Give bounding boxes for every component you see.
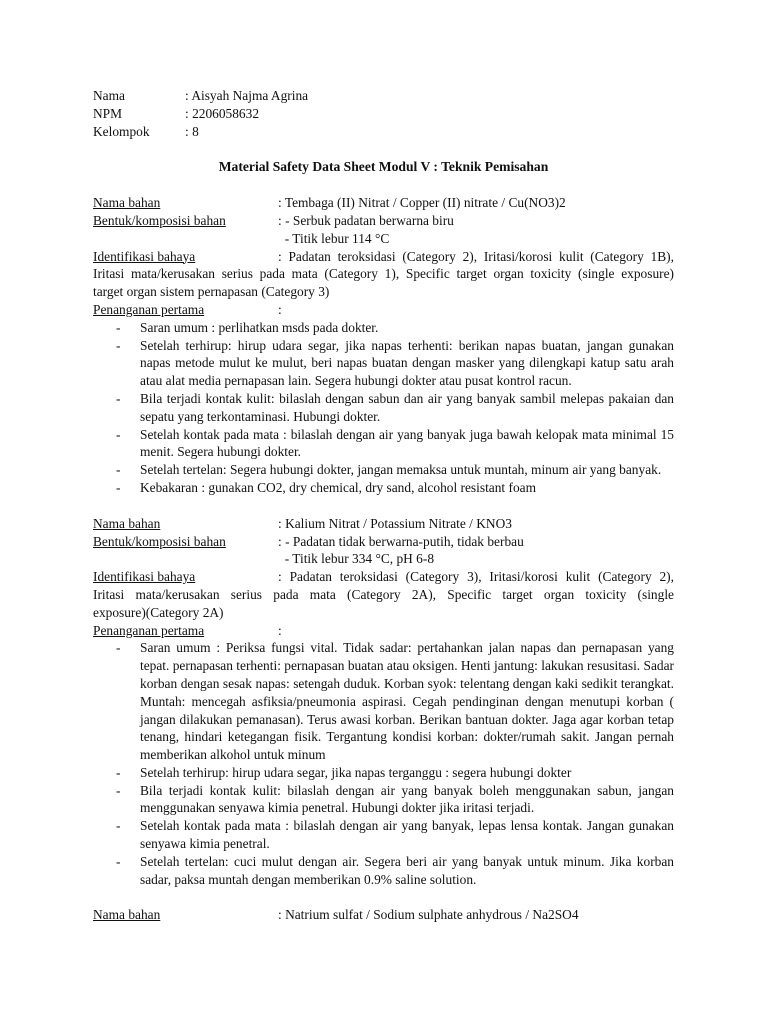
bentuk-label: Bentuk/komposisi bahan	[93, 533, 226, 549]
list-item-text: Bila terjadi kontak kulit: bilaslah dengan sabun dan air yang banyak sambil melepas pakaian dan sepatu yang terkontaminasi. Hubungi dokter.	[140, 390, 674, 424]
list-item	[93, 764, 674, 782]
nama-bahan-value: : Kalium Nitrat / Potassium Nitrate / KNO3	[278, 515, 512, 531]
document-content	[93, 87, 674, 942]
nama-bahan-row	[93, 194, 674, 212]
list-item	[93, 782, 674, 818]
student-info	[93, 87, 674, 140]
info-row-kelompok	[93, 123, 674, 141]
list-item	[93, 426, 674, 462]
material-section-2	[93, 515, 674, 889]
first-aid-list	[93, 639, 674, 888]
list-item-text: Setelah terhirup: hirup udara segar, jika napas terganggu : segera hubungi dokter	[140, 764, 572, 780]
bullet-dash: -	[116, 426, 121, 442]
document-title: Material Safety Data Sheet Modul V : Teknik Pemisahan	[218, 159, 549, 175]
identifikasi-continuation: Iritasi mata/kerusakan serius pada mata (Category 1), Specific target organ toxicity (single exposure)	[93, 266, 674, 282]
identifikasi-label: Identifikasi bahaya	[93, 248, 196, 264]
list-item-text: Bila terjadi kontak kulit: bilaslah dengan air yang banyak boleh menggunakan sabun, jangan menggunakan senyawa kimia penetral. Hubungi dokter jika iritasi terjadi.	[140, 782, 674, 816]
bullet-dash: -	[116, 390, 121, 406]
nama-bahan-label: Nama bahan	[93, 907, 161, 923]
identifikasi-value: : Padatan teroksidasi (Category 2), Iritasi/korosi kulit (Category 1B),	[278, 248, 674, 264]
nama-value: : Aisyah Najma Agrina	[185, 88, 309, 103]
list-item-text: Setelah tertelan: Segera hubungi dokter, jangan memaksa untuk muntah, minum air yang banyak.	[140, 462, 662, 478]
material-section-3	[93, 906, 674, 924]
identifikasi-row	[93, 248, 674, 266]
nama-bahan-value: : Natrium sulfat / Sodium sulphate anhydrous / Na2SO4	[278, 907, 579, 923]
penanganan-colon: :	[278, 301, 282, 317]
bentuk-row	[93, 212, 674, 230]
bullet-dash: -	[116, 462, 121, 478]
penanganan-row	[93, 622, 674, 640]
bullet-dash: -	[116, 782, 121, 798]
list-item-text: Setelah tertelan: cuci mulut dengan air. Segera beri air yang banyak untuk minum. Jika korban sadar, paksa muntah dengan memberikan 0.9% saline solution.	[140, 853, 674, 887]
list-item	[93, 853, 674, 889]
list-item	[93, 817, 674, 853]
kelompok-value: : 8	[185, 123, 199, 139]
identifikasi-value: : Padatan teroksidasi (Category 3), Iritasi/korosi kulit (Category 2),	[278, 569, 674, 585]
penanganan-label: Penanganan pertama	[93, 622, 205, 638]
bentuk-value-1: : - Padatan tidak berwarna-putih, tidak berbau	[278, 533, 524, 549]
bentuk-row	[93, 533, 674, 551]
list-item-text: Setelah kontak pada mata : bilaslah dengan air yang banyak, lepas lensa kontak. Jangan gunakan senyawa kimia penetral.	[140, 818, 674, 852]
bullet-dash: -	[116, 764, 121, 780]
nama-bahan-value: : Tembaga (II) Nitrat / Copper (II) nitrate / Cu(NO3)2	[278, 195, 566, 211]
bentuk-value-1: : - Serbuk padatan berwarna biru	[278, 212, 454, 228]
list-item	[93, 390, 674, 426]
list-item	[93, 479, 674, 497]
kelompok-label: Kelompok	[93, 123, 150, 139]
material-section-1	[93, 194, 674, 497]
list-item	[93, 319, 674, 337]
list-item	[93, 461, 674, 479]
list-item-text: Kebakaran : gunakan CO2, dry chemical, dry sand, alcohol resistant foam	[140, 479, 537, 495]
npm-label: NPM	[93, 105, 123, 121]
bullet-dash: -	[116, 818, 121, 834]
bentuk-value-2: - Titik lebur 114 °C	[278, 230, 390, 246]
list-item	[93, 639, 674, 764]
identifikasi-continuation: target organ sistem pernapasan (Category 3)	[93, 284, 330, 300]
nama-label: Nama	[93, 88, 125, 103]
bullet-dash: -	[116, 319, 121, 335]
penanganan-colon: :	[278, 622, 282, 638]
penanganan-label: Penanganan pertama	[93, 301, 205, 317]
info-row-npm	[93, 105, 674, 123]
list-item-text: Setelah terhirup: hirup udara segar, jika napas terhenti: berikan napas buatan, jangan gunakan napas metode mulut ke mulut, beri napas buatan dengan masker yang dilengkapi katup satu arah atau alat media pernapasan lain. Segera hubungi dokter atau pusat kontrol racun.	[140, 337, 674, 389]
nama-bahan-row	[93, 906, 674, 924]
bullet-dash: -	[116, 853, 121, 869]
info-row-nama	[93, 87, 674, 105]
penanganan-row	[93, 301, 674, 319]
list-item-text: Setelah kontak pada mata : bilaslah dengan air yang banyak juga bawah kelopak mata minimal 15 menit. Segera hubungi dokter.	[140, 426, 674, 460]
nama-bahan-row	[93, 515, 674, 533]
nama-bahan-label: Nama bahan	[93, 195, 161, 211]
list-item	[93, 337, 674, 390]
bullet-dash: -	[116, 337, 121, 353]
bullet-dash: -	[116, 479, 121, 495]
identifikasi-continuation: exposure)(Category 2A)	[93, 604, 224, 620]
list-item-text: Saran umum : perlihatkan msds pada dokter.	[140, 319, 379, 335]
identifikasi-row	[93, 568, 674, 586]
npm-value: : 2206058632	[185, 105, 260, 121]
identifikasi-label: Identifikasi bahaya	[93, 569, 196, 585]
first-aid-list	[93, 319, 674, 497]
list-item-text: Saran umum : Periksa fungsi vital. Tidak sadar: pertahankan jalan napas dan pernapasan yang tepat. pernapasan terhenti: pernapasan buatan atau oksigen. Henti jantung: lakukan resusitasi. Sadar korban dengan sesak napas: setengah duduk. Korban syok: telentang dengan kaki sedikit terangkat. Muntah: mencegah asfiksia/pneumonia aspirasi. Cegah pendinginan dengan menutupi korban ( jangan dilakukan pemanasan). Terus awasi korban. Berikan bantuan dokter. Jaga agar korban tetap tenang, hindari ketegangan fisik. Tergantung kondisi korban: dokter/rumah sakit. Jangan pernah memberikan alkohol untuk minum	[140, 640, 674, 763]
bentuk-value-2: - Titik lebur 334 °C, pH 6-8	[278, 551, 435, 567]
identifikasi-continuation: Iritasi mata/kerusakan serius pada mata (Category 2A), Specific target organ toxicity (single	[93, 586, 674, 602]
nama-bahan-label: Nama bahan	[93, 515, 161, 531]
bullet-dash: -	[116, 640, 121, 656]
bentuk-label: Bentuk/komposisi bahan	[93, 212, 226, 228]
